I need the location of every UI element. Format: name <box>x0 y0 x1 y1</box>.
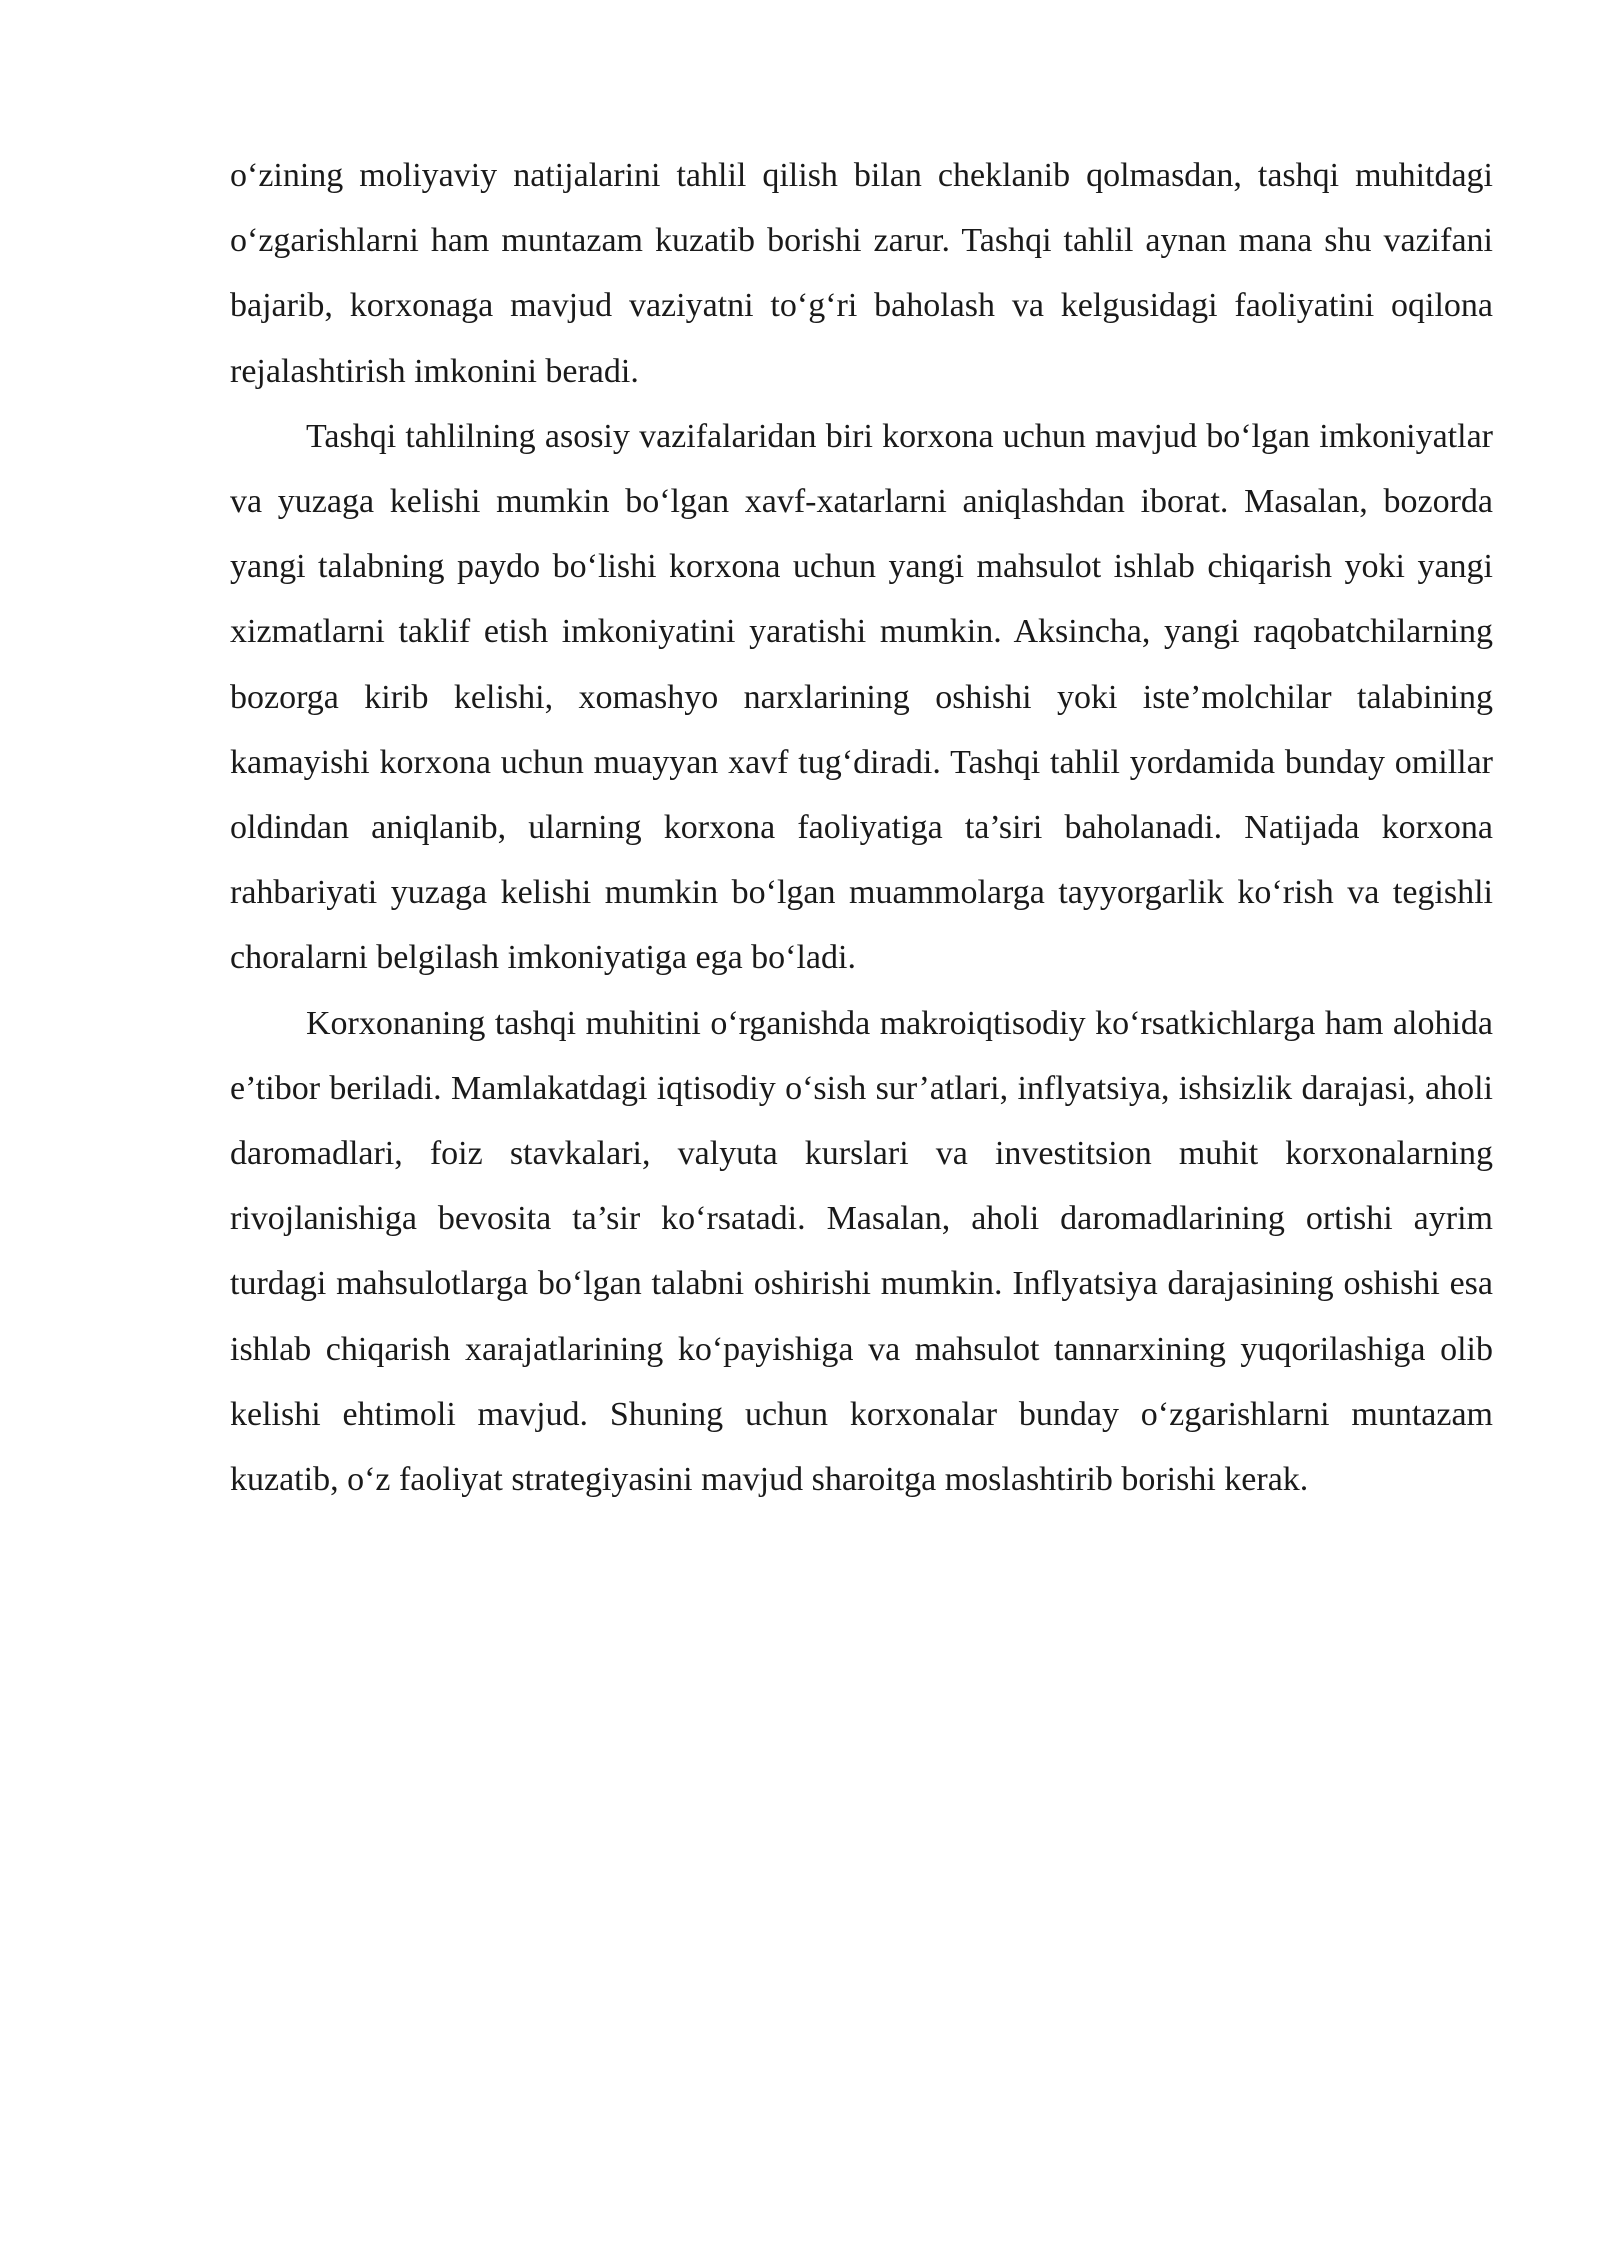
paragraph-continued: o‘zining moliyaviy natijalarini tahlil qilish bilan cheklanib qolmasdan, tashqi muhitdagi o‘zgarishlarni ham muntazam kuzatib borishi zarur. Tashqi tahlil aynan mana shu vazifani bajarib, korxonaga mavjud vaziyatni to‘g‘ri baholash va kelgusidagi faoliyatini oqilona rejalashtirish imkonini beradi. <box>230 157 1493 390</box>
paragraph: Tashqi tahlilning asosiy vazifalaridan biri korxona uchun mavjud bo‘lgan imkoniyatlar va yuzaga kelishi mumkin bo‘lgan xavf-xatarlarni aniqlashdan iborat. Masalan, bozorda yangi talabning paydo bo‘lishi korxona uchun yangi mahsulot ishlab chiqarish yoki yangi xizmatlarni taklif etish imkoniyatini yaratishi mumkin. Aksincha, yangi raqobatchilarning bozorga kirib kelishi, xomashyo narxlarining oshishi yoki iste’molchilar talabining kamayishi korxona uchun muayyan xavf tug‘diradi. Tashqi tahlil yordamida bunday omillar oldindan aniqlanib, ularning korxona faoliyatiga ta’siri baholanadi. Natijada korxona rahbariyati yuzaga kelishi mumkin bo‘lgan muammolarga tayyorgarlik ko‘rish va tegishli choralarni belgilash imkoniyatiga ega bo‘ladi. <box>230 417 1493 977</box>
document-body <box>230 143 1493 1512</box>
paragraph: Korxonaning tashqi muhitini o‘rganishda makroiqtisodiy ko‘rsatkichlarga ham alohida e’tibor beriladi. Mamlakatdagi iqtisodiy o‘sish sur’atlari, inflyatsiya, ishsizlik darajasi, aholi daromadlari, foiz stavkalari, valyuta kurslari va investitsion muhit korxonalarning rivojlanishiga bevosita ta’sir ko‘rsatadi. Masalan, aholi daromadlarining ortishi ayrim turdagi mahsulotlarga bo‘lgan talabni oshirishi mumkin. Inflyatsiya darajasining oshishi esa ishlab chiqarish xarajatlarining ko‘payishiga va mahsulot tannarxining yuqorilashiga olib kelishi ehtimoli mavjud. Shuning uchun korxonalar bunday o‘zgarishlarni muntazam kuzatib, o‘z faoliyat strategiyasini mavjud sharoitga moslashtirib borishi kerak. <box>230 1004 1493 1499</box>
